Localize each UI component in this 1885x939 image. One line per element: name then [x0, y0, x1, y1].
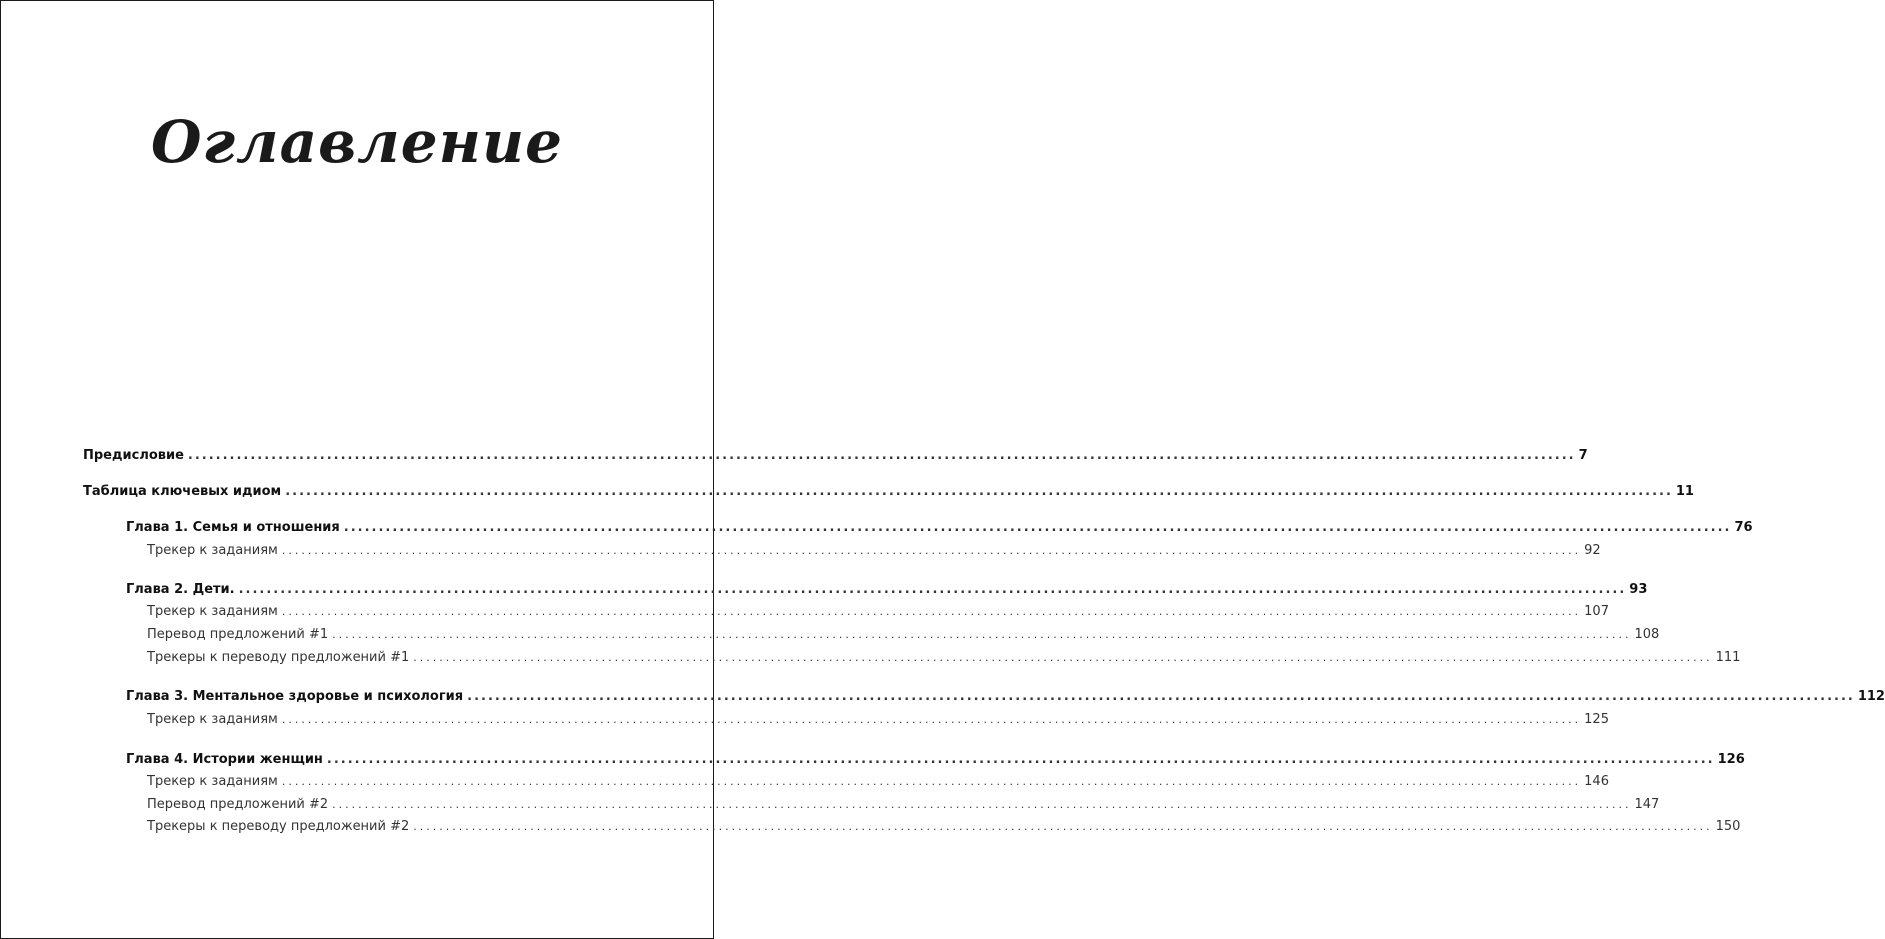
toc-entry-label: Глава 2. Дети.: [126, 582, 235, 597]
toc-entry-page: 107: [1584, 604, 1609, 619]
toc-entry: [147, 796, 1660, 814]
toc-entry-label: Глава 3. Ментальное здоровье и психология: [126, 689, 464, 704]
toc-entry: [147, 542, 1601, 560]
toc-entry-page: 146: [1584, 774, 1609, 789]
toc-leader: ........................................................................................................................................................................................................: [467, 689, 1855, 704]
toc-entry: [147, 711, 1609, 729]
toc-entry-label: Предисловие: [83, 448, 184, 463]
toc-entry: [83, 483, 1694, 501]
toc-entry: [126, 688, 1885, 706]
toc-entry-label: Глава 4. Истории женщин: [126, 752, 323, 767]
toc-entry: [147, 773, 1609, 791]
toc-entry: [147, 626, 1660, 644]
toc-leader: ........................................................................................................................................................................................................: [332, 798, 1632, 811]
toc-entry-page: 108: [1634, 627, 1660, 642]
toc-leader: ........................................................................................................................................................................................................: [326, 752, 1715, 767]
toc-entry-label: Перевод предложений #1: [147, 627, 329, 642]
toc-entry: [126, 751, 1745, 769]
toc-leader: ........................................................................................................................................................................................................: [281, 775, 1582, 788]
toc-entry-label: Трекеры к переводу предложений #2: [147, 819, 410, 834]
toc-entry: [147, 603, 1609, 621]
toc-entry-label: Перевод предложений #2: [147, 797, 329, 812]
toc-leader: ........................................................................................................................................................................................................: [238, 582, 1627, 597]
toc-entry-page: 111: [1715, 650, 1741, 665]
toc-leader: ........................................................................................................................................................................................................: [281, 544, 1582, 557]
toc-leader: ........................................................................................................................................................................................................: [332, 628, 1632, 641]
toc-entry-label: Трекер к заданиям: [147, 604, 278, 619]
toc-leader: ........................................................................................................................................................................................................: [187, 448, 1576, 463]
toc-entry: [147, 649, 1741, 667]
toc-entry: [126, 581, 1648, 599]
toc-entry-label: Трекер к заданиям: [147, 712, 278, 727]
toc-entry-page: 93: [1629, 582, 1648, 597]
toc-entry: [126, 519, 1753, 537]
toc-entry-label: Трекер к заданиям: [147, 774, 278, 789]
toc-entry-page: 76: [1734, 520, 1753, 535]
toc-leader: ........................................................................................................................................................................................................: [413, 651, 1713, 664]
toc-entry-page: 92: [1584, 543, 1601, 558]
toc-entry-label: Трекер к заданиям: [147, 543, 278, 558]
toc-entry-label: Трекеры к переводу предложений #1: [147, 650, 410, 665]
toc-entry: [147, 818, 1741, 836]
toc-entry-label: Таблица ключевых идиом: [83, 484, 282, 499]
toc-entry-page: 7: [1578, 448, 1588, 463]
toc-leader: ........................................................................................................................................................................................................: [343, 520, 1732, 535]
toc-entry-page: 125: [1584, 712, 1609, 727]
toc-entry-page: 147: [1634, 797, 1660, 812]
toc-leader: ........................................................................................................................................................................................................: [413, 820, 1713, 833]
toc-entry-page: 126: [1717, 752, 1745, 767]
toc-leader: ........................................................................................................................................................................................................: [281, 605, 1582, 618]
toc-leader: ........................................................................................................................................................................................................: [285, 484, 1673, 499]
toc-entry-page: 150: [1715, 819, 1741, 834]
toc-entry-label: Глава 1. Семья и отношения: [126, 520, 340, 535]
toc-entry: [83, 447, 1588, 465]
page-title: Оглавление: [151, 108, 563, 176]
toc-entry-page: 112: [1857, 689, 1885, 704]
toc-leader: ........................................................................................................................................................................................................: [281, 713, 1582, 726]
toc-entry-page: 11: [1675, 484, 1694, 499]
